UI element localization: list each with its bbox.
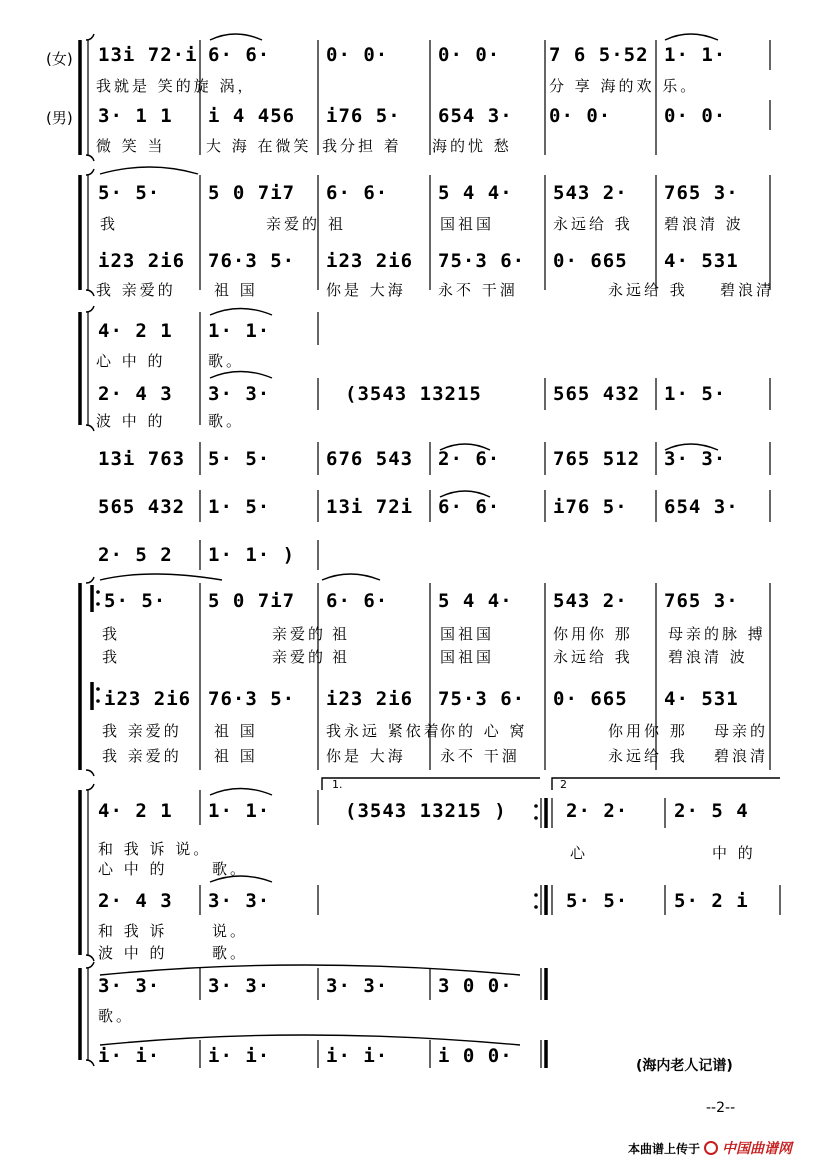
lyric-line: 中 的 [712, 844, 756, 862]
lyric-line: 你用你 那 [553, 625, 633, 643]
note-measure: i23 2i6 [104, 688, 192, 710]
lyric-line: 大 海 在微笑 [206, 137, 312, 155]
lyric-line: 永远给 我 [553, 215, 633, 233]
note-measure: 76·3 5· [208, 250, 296, 272]
lyric-line: 我 [100, 215, 119, 233]
note-measure: 0· 665 [553, 688, 628, 710]
lyric-line: 歌。 [212, 860, 249, 878]
lyric-line: 亲爱的 [266, 215, 321, 233]
note-measure: 5 4 4· [438, 590, 513, 612]
note-measure: 1· 1· [664, 44, 727, 66]
lyric-line: 祖 [332, 625, 351, 643]
site-logo-icon [704, 1141, 718, 1155]
note-measure: 2· 6· [438, 448, 501, 470]
note-measure: 654 3· [438, 105, 513, 127]
note-measure: 765 3· [664, 590, 739, 612]
lyric-line: 我 亲爱的 [102, 747, 182, 765]
lyric-line: 祖 国 [214, 281, 258, 299]
lyric-line: 心 [570, 844, 589, 862]
note-measure: 765 3· [664, 182, 739, 204]
note-measure: 565 432 [98, 496, 186, 518]
note-measure: 5· 5· [98, 182, 161, 204]
note-measure: 3· 3· [98, 975, 161, 997]
lyric-line: 我 [102, 625, 121, 643]
note-measure: 13i 763 [98, 448, 186, 470]
note-measure: 3· 3· [208, 890, 271, 912]
lyric-line: 祖 [332, 648, 351, 666]
lyric-line: 永远给 我 [553, 648, 633, 666]
note-measure: 0· 665 [553, 250, 628, 272]
note-measure: i76 5· [326, 105, 401, 127]
lyric-line: 分 享 海的欢 乐。 [549, 77, 699, 95]
note-measure: 6· 6· [326, 590, 389, 612]
lyric-line: 心 中 的 [96, 352, 166, 370]
note-measure: 5· 5· [104, 590, 167, 612]
lyric-line: 祖 国 [214, 722, 258, 740]
lyric-line: 永远给 我 [608, 747, 688, 765]
lyric-line: 我就是 笑的旋 涡， [96, 77, 256, 95]
note-measure: 75·3 6· [438, 688, 526, 710]
note-measure: (3543 13215 [345, 383, 482, 405]
lyric-line: 你是 大海 [326, 747, 406, 765]
note-measure: 765 512 [553, 448, 641, 470]
note-measure: 3 0 0· [438, 975, 513, 997]
note-measure: 5 0 7i7 [208, 590, 296, 612]
note-measure: 1· 5· [208, 496, 271, 518]
note-measure: 676 543 [326, 448, 414, 470]
lyric-line: 母亲的脉 搏 [668, 625, 766, 643]
lyric-line: 国祖国 [440, 625, 495, 643]
lyric-line: 我 [102, 648, 121, 666]
note-measure: 76·3 5· [208, 688, 296, 710]
lyric-line: 我分担 着 [322, 137, 402, 155]
female-voice-label: (女) [46, 50, 73, 68]
note-measure: 4· 2 1 [98, 800, 173, 822]
note-measure: 1· 5· [664, 383, 727, 405]
lyric-line: 我 亲爱的 [102, 722, 182, 740]
note-measure: 2· 2· [566, 800, 629, 822]
note-measure: 2· 5 4 [674, 800, 749, 822]
lyric-line: 我 亲爱的 [96, 281, 176, 299]
note-measure: 3· 3· [208, 383, 271, 405]
note-measure: 4· 531 [664, 688, 739, 710]
note-measure: i23 2i6 [326, 688, 414, 710]
note-measure: 5 0 7i7 [208, 182, 296, 204]
note-measure: 3· 3· [664, 448, 727, 470]
note-measure: 0· 0· [438, 44, 501, 66]
note-measure: 1· 1· [208, 320, 271, 342]
note-measure: 7 6 5·52 [549, 44, 649, 66]
lyric-line: 永不 干涸 [440, 747, 520, 765]
lyric-line: 说。 [212, 922, 249, 940]
lyric-line: 波 中 的 [96, 412, 166, 430]
note-measure: 543 2· [553, 590, 628, 612]
lyric-line: 歌。 [208, 412, 245, 430]
lyric-line: 碧浪清 波 [664, 215, 744, 233]
lyric-line: 国祖国 [440, 215, 495, 233]
note-measure: 13i 72i [326, 496, 414, 518]
note-measure: 6· 6· [438, 496, 501, 518]
note-measure: 5· 5· [566, 890, 629, 912]
lyric-line: 歌。 [98, 1007, 135, 1025]
lyric-line: 永远给 我 [608, 281, 688, 299]
page-number: --2-- [706, 1100, 736, 1116]
lyric-line: 海的忧 愁 [432, 137, 512, 155]
site-name: 中国曲谱网 [722, 1141, 793, 1157]
note-measure: i 4 456 [208, 105, 296, 127]
note-measure: 6· 6· [208, 44, 271, 66]
note-measure: 2· 4 3 [98, 890, 173, 912]
note-measure: 543 2· [553, 182, 628, 204]
lyric-line: 永不 干涸 [438, 281, 518, 299]
lyric-line: 微 笑 当 [96, 137, 166, 155]
note-measure: 13i 72·i [98, 44, 198, 66]
lyric-line: 歌。 [208, 352, 245, 370]
note-measure: 654 3· [664, 496, 739, 518]
note-measure: i76 5· [553, 496, 628, 518]
note-measure: i· i· [98, 1045, 161, 1067]
lyric-line: 和 我 诉 [98, 922, 168, 940]
note-measure: (3543 13215 ) [345, 800, 507, 822]
note-measure: 75·3 6· [438, 250, 526, 272]
lyric-line: 我永远 紧依着 [326, 722, 442, 740]
note-measure: 1· 1· ) [208, 544, 296, 566]
lyric-line: 你用你 那 [608, 722, 688, 740]
note-measure: 3· 3· [208, 975, 271, 997]
lyric-line: 你的 心 窝 [440, 722, 528, 740]
note-measure: i· i· [326, 1045, 389, 1067]
lyric-line: 碧浪清 [714, 747, 769, 765]
note-measure: 2· 5 2 [98, 544, 173, 566]
note-measure: 5 4 4· [438, 182, 513, 204]
note-measure: 0· 0· [549, 105, 612, 127]
lyric-line: 心 中 的 [98, 860, 168, 878]
lyric-line: 和 我 诉 说。 [98, 840, 212, 858]
system-3-lines [80, 306, 770, 431]
note-measure: i 0 0· [438, 1045, 513, 1067]
note-measure: 4· 531 [664, 250, 739, 272]
note-measure: 565 432 [553, 383, 641, 405]
lyric-line: 碧浪清 波 [668, 648, 748, 666]
lyric-line: 祖 国 [214, 747, 258, 765]
note-measure: 0· 0· [326, 44, 389, 66]
site-footer[interactable] [628, 1138, 792, 1158]
note-measure: 4· 2 1 [98, 320, 173, 342]
note-measure: 5· 2 i [674, 890, 749, 912]
note-measure: 3· 3· [326, 975, 389, 997]
lyric-line: 亲爱的 [272, 625, 327, 643]
lyric-line: 波 中 的 [98, 944, 168, 962]
note-measure: i23 2i6 [98, 250, 186, 272]
note-measure: i23 2i6 [326, 250, 414, 272]
male-voice-label: (男) [46, 109, 73, 127]
lyric-line: 母亲的 [714, 722, 769, 740]
volta-first-label: 1. [332, 778, 343, 791]
note-measure: 1· 1· [208, 800, 271, 822]
note-measure: 2· 4 3 [98, 383, 173, 405]
lyric-line: 国祖国 [440, 648, 495, 666]
lyric-line: 歌。 [212, 944, 249, 962]
lyric-line: 你是 大海 [326, 281, 406, 299]
lyric-line: 亲爱的 [272, 648, 327, 666]
note-measure: 6· 6· [326, 182, 389, 204]
lyric-line: 祖 [328, 215, 347, 233]
note-measure: 0· 0· [664, 105, 727, 127]
transcriber-credit: (海内老人记谱) [636, 1058, 733, 1074]
note-measure: i· i· [208, 1045, 271, 1067]
upload-text: 本曲谱上传于 [628, 1141, 701, 1156]
note-measure: 5· 5· [208, 448, 271, 470]
lyric-line: 碧浪清 [720, 281, 775, 299]
note-measure: 3· 1 1 [98, 105, 173, 127]
volta-second-label: 2 [560, 778, 567, 791]
